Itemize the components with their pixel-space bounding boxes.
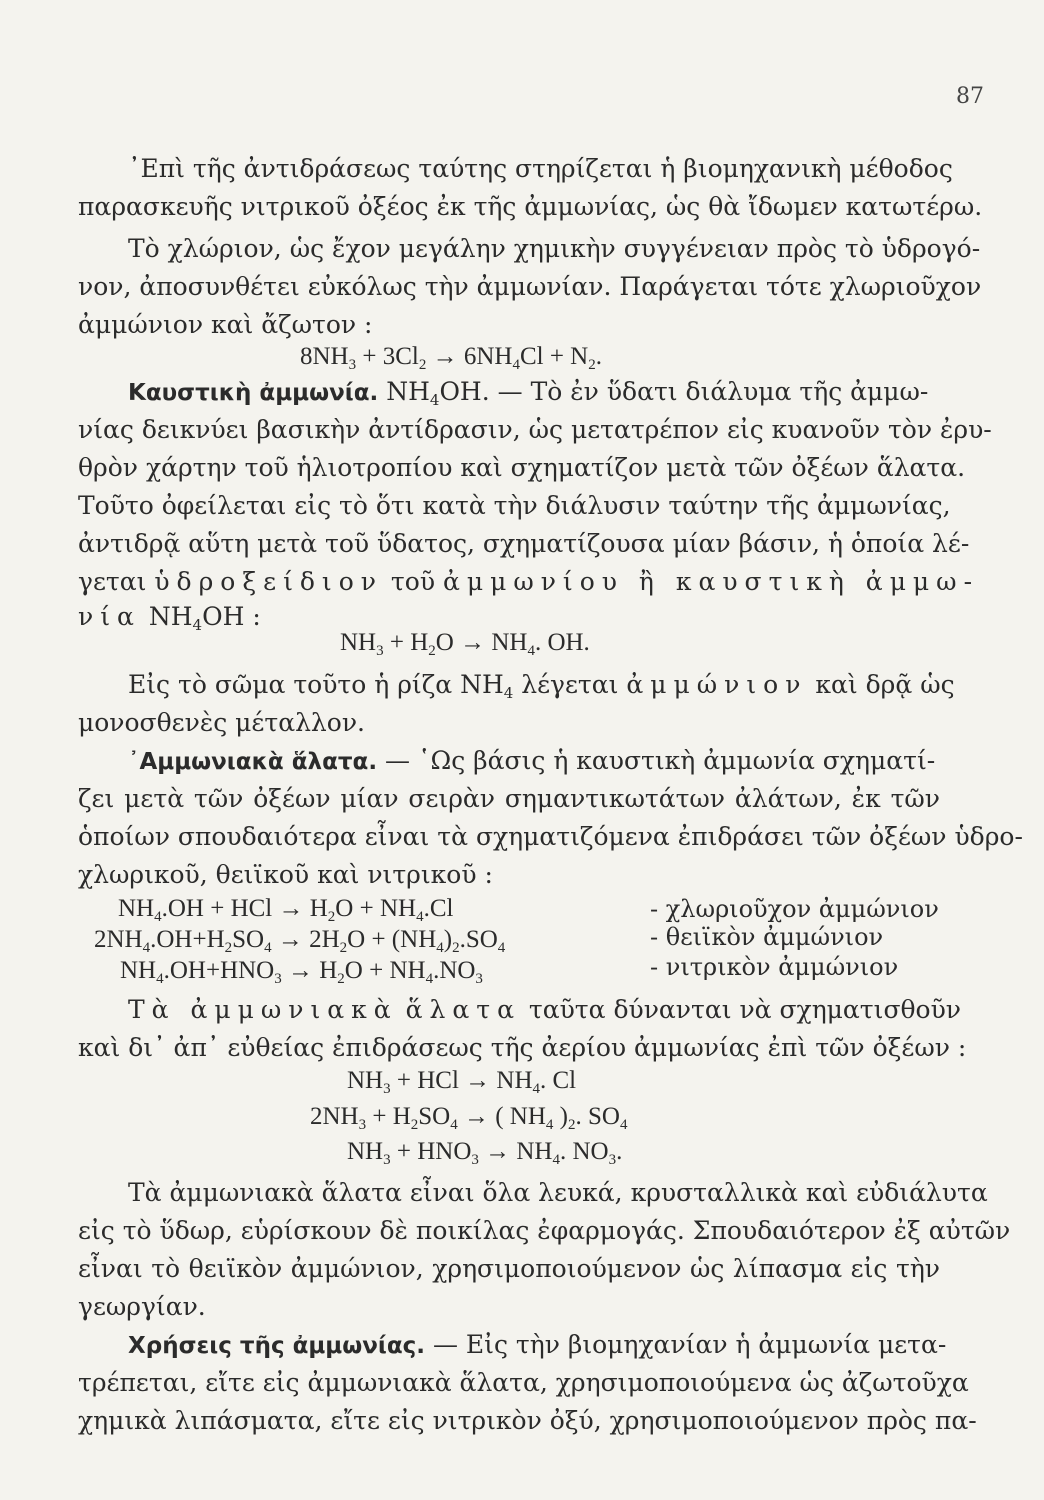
text-line: εἶναι τὸ θειϊκὸν ἀμμώνιον, χρησιμοποιούμενον ὡς λίπασμα εἰς τὴν xyxy=(78,1254,940,1283)
text-line: Τὸ χλώριον, ὡς ἔχον μεγάλην χημικὴν συγγένειαν πρὸς τὸ ὑδρογό- xyxy=(128,234,981,263)
text-line: ὁποίων σπουδαιότερα εἶναι τὰ σχηματιζόμενα ἐπιδράσει τῶν ὀξέων ὑδρο- xyxy=(78,822,1023,851)
equation: $NH_3 + HNO_3 \to NH_4$. $NO_3$. xyxy=(347,1138,623,1168)
section-heading: ᾿Αμμωνιακὰ ἅλατα. xyxy=(128,749,378,775)
text-line: θρὸν χάρτην τοῦ ἡλιοτροπίου καὶ σχηματίζον μετὰ τῶν ὀξέων ἅλατα. xyxy=(78,453,966,482)
text-line: νία $NH_4OH$ : xyxy=(78,602,261,634)
text-line: γεται ὑδροξείδιον τοῦ ἀμμωνίου ἢ καυστικὴ ἀμμω- xyxy=(78,567,980,596)
text-line: Τοῦτο ὀφείλεται εἰς τὸ ὅτι κατὰ τὴν διάλυσιν ταύτην τῆς ἀμμωνίας, xyxy=(78,491,951,520)
text-line: Χρήσεις τῆς ἀμμωνίας. — Εἰς τὴν βιομηχανίαν ἡ ἀμμωνία μετα- xyxy=(128,1330,947,1359)
section-heading: Χρήσεις τῆς ἀμμωνίας. xyxy=(128,1333,426,1359)
page-number: 87 xyxy=(956,84,984,109)
text-line: ᾿Αμμωνιακὰ ἅλατα. — ῾Ως βάσις ἡ καυστικὴ ἀμμωνία σχηματί- xyxy=(128,746,936,775)
text-line: μονοσθενὲς μέταλλον. xyxy=(78,708,365,737)
product-name: - νιτρικὸν ἀμμώνιον xyxy=(650,953,899,981)
text-line: Τὰ ἀμμωνιακὰ ἅλατα εἶναι ὅλα λευκά, κρυσταλλικὰ καὶ εὐδιάλυτα xyxy=(128,1178,988,1207)
equation: $NH_3$ + HCl → $NH_4$. Cl xyxy=(347,1067,577,1097)
text-line: ζει μετὰ τῶν ὀξέων μίαν σειρὰν σημαντικωτάτων ἀλάτων, ἐκ τῶν xyxy=(78,784,940,813)
reaction-equation: $2NH_4.OH+H_2SO_4 \to 2H_2O + (NH_4)_2.SO_4$ xyxy=(94,926,506,956)
text-line: ἀμμώνιον καὶ ἄζωτον : xyxy=(78,310,373,339)
text-line: χημικὰ λιπάσματα, εἴτε εἰς νιτρικὸν ὀξύ, χρησιμοποιούμενον πρὸς πα- xyxy=(78,1406,977,1435)
section-heading: Καυστικὴ ἀμμωνία. xyxy=(128,380,379,406)
text-line: ᾿Επὶ τῆς ἀντιδράσεως ταύτης στηρίζεται ἡ βιομηχανικὴ μέθοδος xyxy=(128,154,953,183)
text-line: γεωργίαν. xyxy=(78,1292,206,1321)
text-line: καὶ δι᾽ ἀπ᾽ εὐθείας ἐπιδράσεως τῆς ἀερίου ἀμμωνίας ἐπὶ τῶν ὀξέων : xyxy=(78,1033,967,1062)
equation: $NH_3 + H_2O \to NH_4$. OH. xyxy=(340,629,590,659)
text-line: τρέπεται, εἴτε εἰς ἀμμωνιακὰ ἅλατα, χρησιμοποιούμενα ὡς ἀζωτοῦχα xyxy=(78,1368,969,1397)
reaction-equation: $NH_4.OH+HNO_3 \to H_2O + NH_4.NO_3$ xyxy=(120,957,483,987)
text-line: ἀντιδρᾷ αὕτη μετὰ τοῦ ὕδατος, σχηματίζουσα μίαν βάσιν, ἡ ὁποία λέ- xyxy=(78,529,970,558)
product-name: - χλωριοῦχον ἀμμώνιον xyxy=(650,895,939,923)
text-line: Τὰ ἀμμωνιακὰ ἅλατα ταῦτα δύνανται νὰ σχηματισθοῦν xyxy=(128,995,962,1024)
text-line: χλωρικοῦ, θειϊκοῦ καὶ νιτρικοῦ : xyxy=(78,860,493,889)
text-line: εἰς τὸ ὕδωρ, εὑρίσκουν δὲ ποικίλας ἐφαρμογάς. Σπουδαιότερον ἐξ αὐτῶν xyxy=(78,1216,1011,1245)
reaction-equation: $NH_4.OH$ + HCl → $H_2O + NH_4.Cl$ xyxy=(118,895,454,925)
equation: $8NH_3 + 3Cl_2 \to 6NH_4Cl + N_2$. xyxy=(300,343,602,373)
text-line: Εἰς τὸ σῶμα τοῦτο ἡ ρίζα $NH_4$ λέγεται ἀμμώνιον καὶ δρᾷ ὡς xyxy=(128,670,955,702)
text-line: νίας δεικνύει βασικὴν ἀντίδρασιν, ὡς μετατρέπον εἰς κυανοῦν τὸν ἐρυ- xyxy=(78,415,992,444)
text-line: νον, ἀποσυνθέτει εὐκόλως τὴν ἀμμωνίαν. Παράγεται τότε χλωριοῦχον xyxy=(78,272,982,301)
text-line: Καυστικὴ ἀμμωνία. $NH_4OH$. — Τὸ ἐν ὕδατι διάλυμα τῆς ἀμμω- xyxy=(128,377,929,409)
equation: $2NH_3 + H_2SO_4$ → ( $NH_4$ )$_2$. $SO_4$ xyxy=(310,1103,628,1133)
formula: $NH_4OH$ : xyxy=(148,602,261,634)
text-line: παρασκευῆς νιτρικοῦ ὀξέος ἐκ τῆς ἀμμωνίας, ὡς θὰ ἴδωμεν κατωτέρω. xyxy=(78,192,983,221)
product-name: - θειϊκὸν ἀμμώνιον xyxy=(650,923,884,951)
formula: $NH_4OH$. xyxy=(386,377,490,409)
